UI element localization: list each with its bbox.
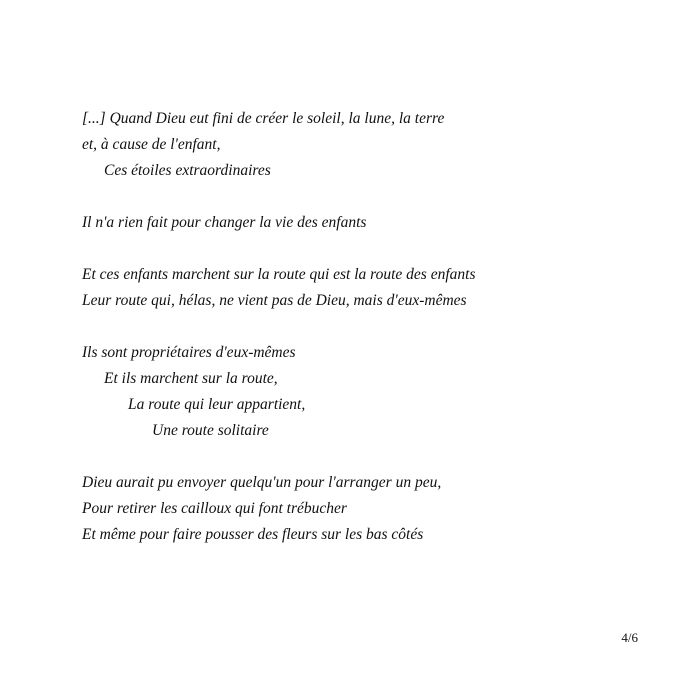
- stanza-break: [82, 236, 662, 262]
- poem-line: [...] Quand Dieu eut fini de créer le soleil, la lune, la terre: [82, 110, 445, 127]
- poem-line: Ils sont propriétaires d'eux-mêmes: [82, 344, 296, 361]
- poem-line: Leur route qui, hélas, ne vient pas de Dieu, mais d'eux-mêmes: [82, 292, 467, 309]
- poem-line: Une route solitaire: [152, 422, 269, 439]
- stanza-break: [82, 444, 662, 470]
- page-number: 4/6: [621, 630, 638, 645]
- poem-line: Ces étoiles extraordinaires: [104, 162, 271, 179]
- poem-line: Et ils marchent sur la route,: [104, 370, 278, 387]
- poem-line: Et ces enfants marchent sur la route qui est la route des enfants: [82, 266, 476, 283]
- poem-line: Pour retirer les cailloux qui font trébucher: [82, 500, 347, 517]
- stanza-break: [82, 184, 662, 210]
- poem-body: [82, 106, 662, 548]
- poem-line: Dieu aurait pu envoyer quelqu'un pour l'arranger un peu,: [82, 474, 442, 491]
- poem-line: La route qui leur appartient,: [128, 396, 306, 413]
- poem-line: et, à cause de l'enfant,: [82, 136, 221, 153]
- poem-line: Et même pour faire pousser des fleurs sur les bas côtés: [82, 526, 424, 543]
- poem-line: Il n'a rien fait pour changer la vie des enfants: [82, 214, 367, 231]
- stanza-break: [82, 314, 662, 340]
